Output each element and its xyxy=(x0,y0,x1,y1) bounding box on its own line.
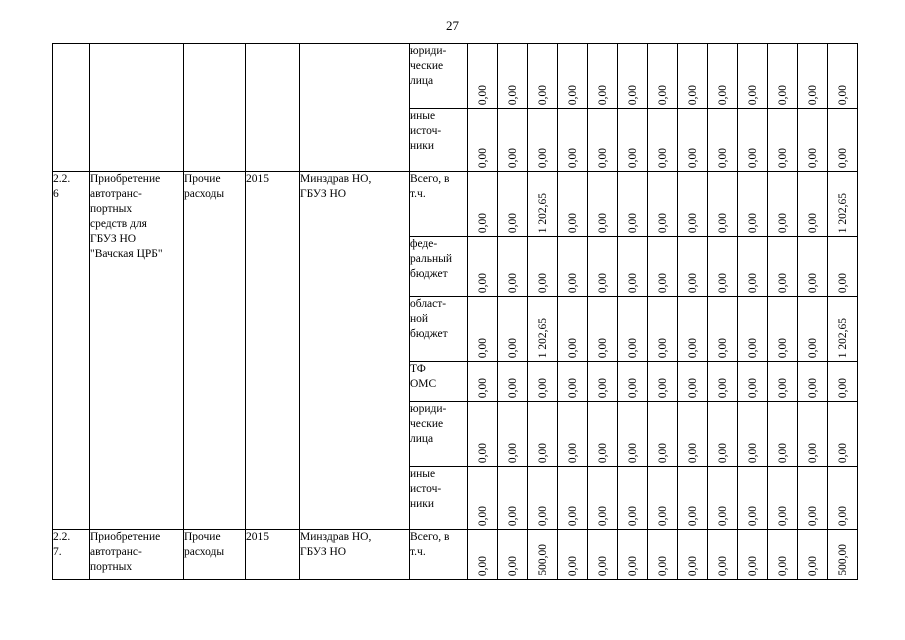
value-cell xyxy=(558,44,588,109)
value-cell xyxy=(648,362,678,402)
value-text: 0,00 xyxy=(656,272,669,293)
value-cell xyxy=(618,362,648,402)
value-text: 0,00 xyxy=(716,147,729,168)
value-text: 0,00 xyxy=(776,505,789,526)
item-code: 2.2. 7. xyxy=(53,530,90,580)
value-cell xyxy=(468,44,498,109)
value-text: 0,00 xyxy=(806,147,819,168)
value-text: 0,00 xyxy=(596,147,609,168)
value-text: 0,00 xyxy=(536,442,549,463)
value-text: 0,00 xyxy=(686,147,699,168)
value-cell xyxy=(498,362,528,402)
value-cell xyxy=(468,109,498,172)
value-text: 0,00 xyxy=(626,442,639,463)
value-cell xyxy=(618,402,648,467)
value-text: 0,00 xyxy=(626,212,639,233)
value-text: 0,00 xyxy=(776,377,789,398)
value-text: 0,00 xyxy=(656,442,669,463)
executor xyxy=(300,44,410,172)
value-text: 500,00 xyxy=(836,544,849,576)
value-cell xyxy=(798,172,828,237)
value-cell xyxy=(708,530,738,580)
table-row xyxy=(53,530,858,580)
value-cell xyxy=(588,237,618,297)
value-cell xyxy=(618,44,648,109)
value-text: 0,00 xyxy=(806,337,819,358)
value-cell xyxy=(558,172,588,237)
table-row xyxy=(53,44,858,109)
value-cell xyxy=(588,402,618,467)
value-cell xyxy=(828,402,858,467)
value-text: 0,00 xyxy=(506,147,519,168)
value-cell xyxy=(648,467,678,530)
value-text: 0,00 xyxy=(746,555,759,576)
value-cell xyxy=(708,297,738,362)
value-text: 0,00 xyxy=(836,272,849,293)
value-cell xyxy=(558,237,588,297)
value-text: 0,00 xyxy=(776,555,789,576)
page-number: 27 xyxy=(446,18,459,33)
value-cell xyxy=(558,467,588,530)
value-cell xyxy=(588,297,618,362)
value-text: 0,00 xyxy=(776,272,789,293)
value-cell xyxy=(588,362,618,402)
value-text: 0,00 xyxy=(476,272,489,293)
item-name: Приобретение автотранс- портных средств для ГБУЗ НО "Вачская ЦРБ" xyxy=(90,172,184,530)
value-cell xyxy=(558,402,588,467)
value-text: 0,00 xyxy=(656,212,669,233)
value-text: 0,00 xyxy=(686,505,699,526)
value-text: 0,00 xyxy=(626,505,639,526)
value-text: 0,00 xyxy=(596,442,609,463)
value-text: 0,00 xyxy=(806,442,819,463)
value-text: 0,00 xyxy=(506,212,519,233)
value-cell xyxy=(498,402,528,467)
year: 2015 xyxy=(246,172,300,530)
value-text: 0,00 xyxy=(746,442,759,463)
value-text: 0,00 xyxy=(806,555,819,576)
value-text: 0,00 xyxy=(656,377,669,398)
value-text: 0,00 xyxy=(806,272,819,293)
value-text: 0,00 xyxy=(776,84,789,105)
value-text: 0,00 xyxy=(566,337,579,358)
value-text: 0,00 xyxy=(476,147,489,168)
value-cell xyxy=(768,362,798,402)
value-text: 0,00 xyxy=(506,272,519,293)
value-text: 0,00 xyxy=(536,272,549,293)
value-text: 0,00 xyxy=(656,555,669,576)
value-cell xyxy=(678,109,708,172)
value-text: 0,00 xyxy=(806,377,819,398)
item-code xyxy=(53,44,90,172)
budget-table xyxy=(52,43,858,580)
value-cell xyxy=(768,109,798,172)
value-text: 0,00 xyxy=(476,84,489,105)
value-cell xyxy=(738,109,768,172)
value-text: 1 202,65 xyxy=(836,192,849,233)
value-cell xyxy=(678,402,708,467)
value-text: 0,00 xyxy=(746,272,759,293)
item-name: Приобретение автотранс- портных xyxy=(90,530,184,580)
value-text: 0,00 xyxy=(836,442,849,463)
value-text: 0,00 xyxy=(746,377,759,398)
value-text: 0,00 xyxy=(716,377,729,398)
value-text: 0,00 xyxy=(506,555,519,576)
value-cell xyxy=(798,530,828,580)
funding-source: юриди- ческие лица xyxy=(410,402,468,467)
value-cell xyxy=(708,44,738,109)
expense-type xyxy=(184,44,246,172)
value-cell xyxy=(468,362,498,402)
value-text: 0,00 xyxy=(656,337,669,358)
value-text: 0,00 xyxy=(776,337,789,358)
value-cell xyxy=(768,237,798,297)
value-text: 0,00 xyxy=(686,337,699,358)
value-text: 0,00 xyxy=(596,505,609,526)
value-text: 1 202,65 xyxy=(536,192,549,233)
value-cell xyxy=(618,172,648,237)
funding-source: иные источ- ники xyxy=(410,109,468,172)
value-cell xyxy=(468,467,498,530)
value-text: 0,00 xyxy=(476,442,489,463)
value-text: 0,00 xyxy=(506,505,519,526)
value-cell xyxy=(528,362,558,402)
value-text: 0,00 xyxy=(566,147,579,168)
value-text: 0,00 xyxy=(566,272,579,293)
value-text: 0,00 xyxy=(566,377,579,398)
value-text: 0,00 xyxy=(536,147,549,168)
value-text: 0,00 xyxy=(806,84,819,105)
value-text: 0,00 xyxy=(716,442,729,463)
value-cell xyxy=(798,237,828,297)
value-text: 0,00 xyxy=(476,505,489,526)
value-cell xyxy=(828,362,858,402)
value-text: 0,00 xyxy=(566,212,579,233)
value-cell xyxy=(528,297,558,362)
value-cell xyxy=(678,467,708,530)
value-cell xyxy=(648,172,678,237)
value-cell xyxy=(558,109,588,172)
value-cell xyxy=(528,109,558,172)
value-text: 1 202,65 xyxy=(836,317,849,358)
value-cell xyxy=(588,530,618,580)
value-cell xyxy=(618,109,648,172)
funding-source: юриди- ческие лица xyxy=(410,44,468,109)
executor: Минздрав НО, ГБУЗ НО xyxy=(300,172,410,530)
value-cell xyxy=(588,44,618,109)
value-cell xyxy=(618,297,648,362)
value-text: 0,00 xyxy=(746,505,759,526)
item-name xyxy=(90,44,184,172)
value-text: 0,00 xyxy=(716,337,729,358)
value-cell xyxy=(498,44,528,109)
value-cell xyxy=(738,402,768,467)
value-cell xyxy=(828,297,858,362)
value-cell xyxy=(798,109,828,172)
value-cell xyxy=(768,402,798,467)
value-cell xyxy=(708,109,738,172)
funding-source: Всего, в т.ч. xyxy=(410,530,468,580)
value-text: 0,00 xyxy=(836,84,849,105)
value-cell xyxy=(498,172,528,237)
value-cell xyxy=(798,467,828,530)
value-cell xyxy=(558,530,588,580)
value-cell xyxy=(768,467,798,530)
value-cell xyxy=(498,109,528,172)
value-text: 0,00 xyxy=(836,377,849,398)
value-cell xyxy=(708,467,738,530)
value-text: 0,00 xyxy=(806,212,819,233)
value-text: 0,00 xyxy=(656,147,669,168)
value-text: 0,00 xyxy=(626,337,639,358)
value-cell xyxy=(678,237,708,297)
value-text: 0,00 xyxy=(476,337,489,358)
value-text: 0,00 xyxy=(566,442,579,463)
value-text: 0,00 xyxy=(506,84,519,105)
value-text: 0,00 xyxy=(746,337,759,358)
value-cell xyxy=(618,467,648,530)
value-text: 0,00 xyxy=(716,84,729,105)
value-cell xyxy=(588,172,618,237)
value-cell xyxy=(648,402,678,467)
value-cell xyxy=(738,44,768,109)
value-cell xyxy=(468,530,498,580)
value-cell xyxy=(588,109,618,172)
value-text: 0,00 xyxy=(746,84,759,105)
value-text: 0,00 xyxy=(596,377,609,398)
value-cell xyxy=(768,297,798,362)
value-text: 0,00 xyxy=(776,442,789,463)
value-text: 0,00 xyxy=(566,84,579,105)
value-cell xyxy=(528,172,558,237)
value-cell xyxy=(738,467,768,530)
value-text: 0,00 xyxy=(686,377,699,398)
value-text: 0,00 xyxy=(506,337,519,358)
value-cell xyxy=(468,237,498,297)
funding-source: иные источ- ники xyxy=(410,467,468,530)
value-cell xyxy=(468,297,498,362)
value-cell xyxy=(678,297,708,362)
value-text: 0,00 xyxy=(626,377,639,398)
value-cell xyxy=(498,237,528,297)
value-cell xyxy=(528,467,558,530)
value-cell xyxy=(468,172,498,237)
value-text: 0,00 xyxy=(746,212,759,233)
value-text: 0,00 xyxy=(626,147,639,168)
funding-source: Всего, в т.ч. xyxy=(410,172,468,237)
value-text: 0,00 xyxy=(716,272,729,293)
value-cell xyxy=(528,237,558,297)
value-cell xyxy=(828,44,858,109)
value-text: 0,00 xyxy=(506,377,519,398)
value-cell xyxy=(648,237,678,297)
value-text: 0,00 xyxy=(536,505,549,526)
value-text: 0,00 xyxy=(566,555,579,576)
value-cell xyxy=(708,237,738,297)
value-text: 0,00 xyxy=(686,212,699,233)
value-cell xyxy=(498,297,528,362)
value-cell xyxy=(648,530,678,580)
funding-source: ТФ ОМС xyxy=(410,362,468,402)
value-text: 0,00 xyxy=(626,84,639,105)
value-cell xyxy=(738,362,768,402)
value-cell xyxy=(528,44,558,109)
value-cell xyxy=(498,530,528,580)
value-cell xyxy=(708,402,738,467)
value-text: 0,00 xyxy=(686,442,699,463)
value-cell xyxy=(618,530,648,580)
value-cell xyxy=(828,530,858,580)
value-text: 0,00 xyxy=(596,272,609,293)
value-text: 0,00 xyxy=(836,505,849,526)
expense-type: Прочие расходы xyxy=(184,530,246,580)
value-cell xyxy=(798,402,828,467)
value-text: 0,00 xyxy=(476,212,489,233)
value-cell xyxy=(678,44,708,109)
value-cell xyxy=(648,297,678,362)
value-text: 0,00 xyxy=(626,272,639,293)
value-text: 0,00 xyxy=(686,555,699,576)
value-text: 0,00 xyxy=(776,212,789,233)
value-text: 0,00 xyxy=(506,442,519,463)
value-cell xyxy=(768,530,798,580)
value-cell xyxy=(468,402,498,467)
value-text: 0,00 xyxy=(566,505,579,526)
value-text: 0,00 xyxy=(596,212,609,233)
value-cell xyxy=(558,362,588,402)
value-text: 1 202,65 xyxy=(536,317,549,358)
value-cell xyxy=(738,237,768,297)
value-cell xyxy=(738,530,768,580)
value-cell xyxy=(618,237,648,297)
value-cell xyxy=(828,467,858,530)
value-cell xyxy=(678,530,708,580)
value-text: 0,00 xyxy=(686,84,699,105)
value-cell xyxy=(768,172,798,237)
value-cell xyxy=(708,172,738,237)
value-text: 0,00 xyxy=(836,147,849,168)
value-cell xyxy=(528,530,558,580)
value-text: 0,00 xyxy=(716,212,729,233)
value-text: 0,00 xyxy=(716,505,729,526)
value-cell xyxy=(678,172,708,237)
value-cell xyxy=(738,172,768,237)
expense-type: Прочие расходы xyxy=(184,172,246,530)
value-text: 500,00 xyxy=(536,544,549,576)
value-text: 0,00 xyxy=(656,505,669,526)
value-cell xyxy=(528,402,558,467)
value-text: 0,00 xyxy=(596,337,609,358)
value-cell xyxy=(798,44,828,109)
value-text: 0,00 xyxy=(656,84,669,105)
value-text: 0,00 xyxy=(626,555,639,576)
value-text: 0,00 xyxy=(536,377,549,398)
value-cell xyxy=(798,362,828,402)
value-text: 0,00 xyxy=(476,555,489,576)
value-cell xyxy=(768,44,798,109)
value-cell xyxy=(678,362,708,402)
value-text: 0,00 xyxy=(596,84,609,105)
value-text: 0,00 xyxy=(596,555,609,576)
value-cell xyxy=(558,297,588,362)
item-code: 2.2. 6 xyxy=(53,172,90,530)
value-cell xyxy=(588,467,618,530)
value-text: 0,00 xyxy=(536,84,549,105)
value-cell xyxy=(828,237,858,297)
value-cell xyxy=(828,172,858,237)
executor: Минздрав НО, ГБУЗ НО xyxy=(300,530,410,580)
value-cell xyxy=(738,297,768,362)
value-text: 0,00 xyxy=(746,147,759,168)
value-cell xyxy=(648,44,678,109)
value-text: 0,00 xyxy=(686,272,699,293)
year xyxy=(246,44,300,172)
value-cell xyxy=(708,362,738,402)
funding-source: област- ной бюджет xyxy=(410,297,468,362)
value-text: 0,00 xyxy=(776,147,789,168)
year: 2015 xyxy=(246,530,300,580)
value-cell xyxy=(648,109,678,172)
value-cell xyxy=(498,467,528,530)
value-text: 0,00 xyxy=(716,555,729,576)
table-row xyxy=(53,172,858,237)
funding-source: феде- ральный бюджет xyxy=(410,237,468,297)
value-cell xyxy=(828,109,858,172)
value-cell xyxy=(798,297,828,362)
value-text: 0,00 xyxy=(476,377,489,398)
value-text: 0,00 xyxy=(806,505,819,526)
